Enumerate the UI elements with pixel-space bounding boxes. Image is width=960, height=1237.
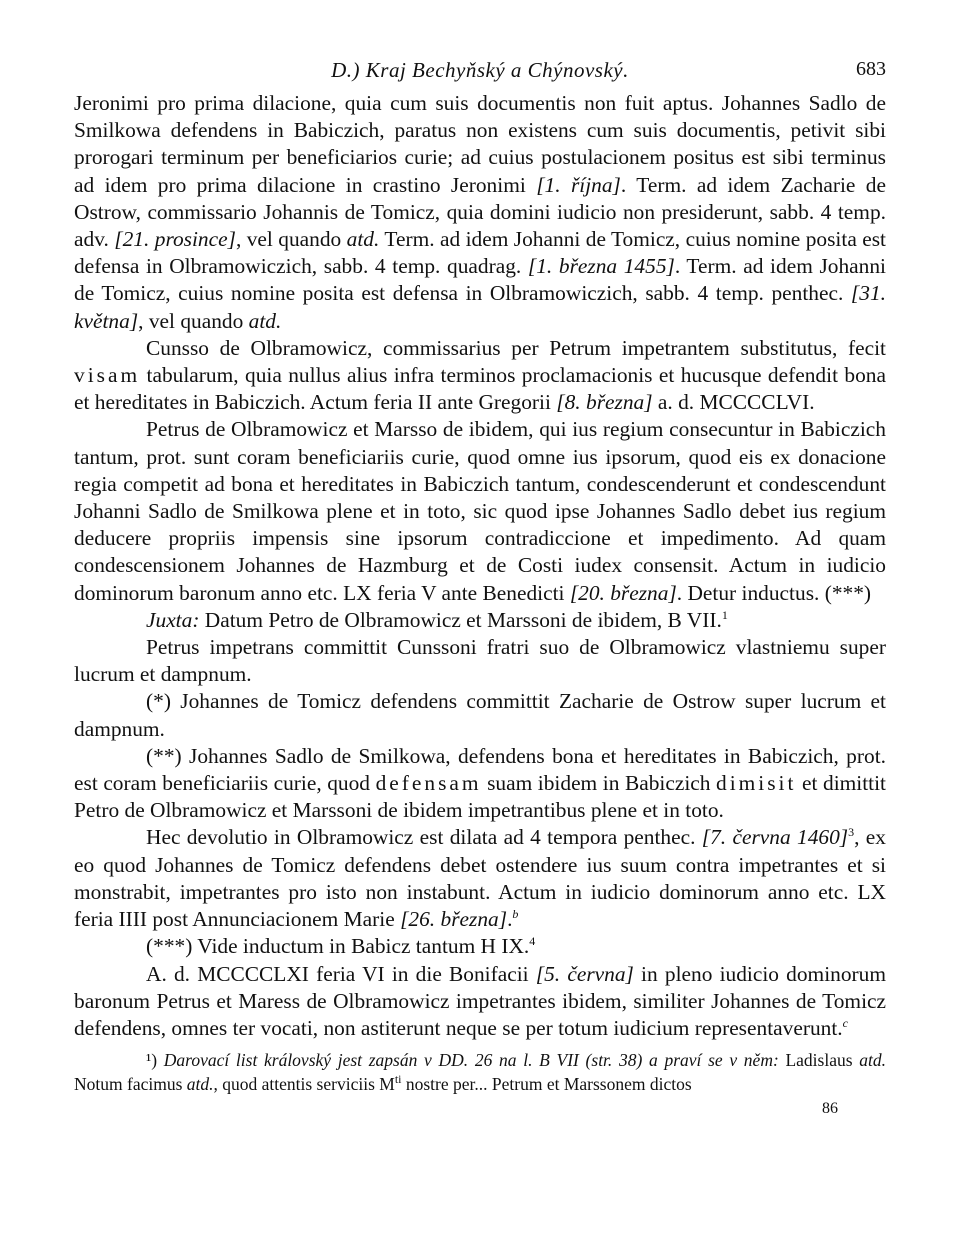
paragraph: Juxta: Datum Petro de Olbramowicz et Marssoni de ibidem, B VII.$^1$ [146, 607, 728, 632]
paragraph: (**) Johannes Sadlo de Smilkowa, defendens bona et hereditates in Babiczich, prot. est coram beneficiariis curie, quod defensam suam ibidem in Babiczich dimisit et dimittit Petro de Olbramowicz et Marssoni de ibidem impetrantibus plene et in toto. [74, 743, 886, 823]
page-number: 683 [856, 58, 886, 80]
paragraph: Petrus impetrans committit Cunssoni fratri suo de Olbramowicz vlastniemu super lucrum et dampnum. [74, 635, 886, 687]
footnote: ¹) Darovací list královský jest zapsán v DD. 26 na l. B VII (str. 38) a praví se v něm: Ladislaus atd. Notum facimus atd., quod attentis serviciis $M^{ti}$ nostre per... Petrum et Marssonem dictos [74, 1050, 886, 1095]
paragraph: Cunsso de Olbramowicz, commissarius per Petrum impetrantem substitutus, fecit visam tabularum, quia nullus alius infra terminos proclamacionis et hucusque defendit bona et hereditates in Babiczich. Actum feria II ante Gregorii [8. března] a. d. MCCCCLVI. [74, 335, 886, 415]
running-title: D.) Kraj Bechyňský a Chýnovský. [331, 58, 629, 82]
paragraph: Petrus de Olbramowicz et Marsso de ibidem, qui ius regium consecuntur in Babiczich tantum, prot. sunt coram beneficiariis curie, quod omne ius ipsorum, quod eis ex donacione regia competit ad bona et hereditates in Babiczich tantum, condescenderunt et condescendunt Johanni Sadlo de Smilkowa plene et in toto, sic quod ipse Johannes Sadlo debet ius regium deducere propriis impensis sine ipsorum contradiccione et impedimento. Ad quam condescensionem Johannes de Hazmburg et de Costi iudex consensit. Actum in iudicio dominorum baronum anno etc. LX feria V ante Benedicti [20. března]. Detur inductus. (***) [74, 417, 886, 605]
running-head [74, 50, 886, 90]
paragraph: Jeronimi pro prima dilacione, quia cum suis documentis non fuit aptus. Johannes Sadlo de Smilkowa defendens in Babiczich, paratus non existens cum suis documentis, petivit sibi prorogari terminum per beneficiarios curie; ad cuius postulacionem positus est sibi terminus ad idem pro prima dilacione in crastino Jeronimi [1. října]. Term. ad idem Zacharie de Ostrow, commissario Johannis de Tomicz, quia domini iudicio non presiderunt, sabb. 4 temp. adv. [21. prosince], vel quando atd. Term. ad idem Johanni de Tomicz, cuius nomine posita est defensa in Olbramowiczich, sabb. 4 temp. quadrag. [1. března 1455]. Term. ad idem Johanni de Tomicz, cuius nomine posita est defensa in Olbramowiczich, sabb. 4 temp. penthec. [31. května], vel quando atd. [74, 91, 886, 333]
body-text [74, 90, 886, 1042]
document-page [74, 50, 886, 1118]
paragraph: Hec devolutio in Olbramowicz est dilata ad 4 tempora penthec. [7. června 1460]$^3$, ex eo quod Johannes de Tomicz defendens debet ostendere ius suum contra impetrantes et si monstrabit, impetrantes pro isto non instabunt. Actum in iudicio dominorum anno etc. LX feria IIII post Annunciacionem Marie [26. března].$^b$ [74, 825, 886, 932]
paragraph: (***) Vide inductum in Babicz tantum H IX.$^4$ [146, 934, 536, 959]
paragraph: A. d. MCCCCLXI feria VI in die Bonifacii [5. června] in pleno iudicio dominorum baronum Petrus et Maress de Olbramowicz impetrantes ibidem, similiter Johannes de Tomicz defendens, omnes ter vocati, non astiterunt neque se per totum iudicium representaverunt.$^c$ [74, 961, 886, 1040]
footnotes [74, 1048, 886, 1096]
paragraph: (*) Johannes de Tomicz defendens committit Zacharie de Ostrow super lucrum et dampnum. [74, 689, 886, 741]
sheet-number: 86 [822, 1100, 838, 1118]
